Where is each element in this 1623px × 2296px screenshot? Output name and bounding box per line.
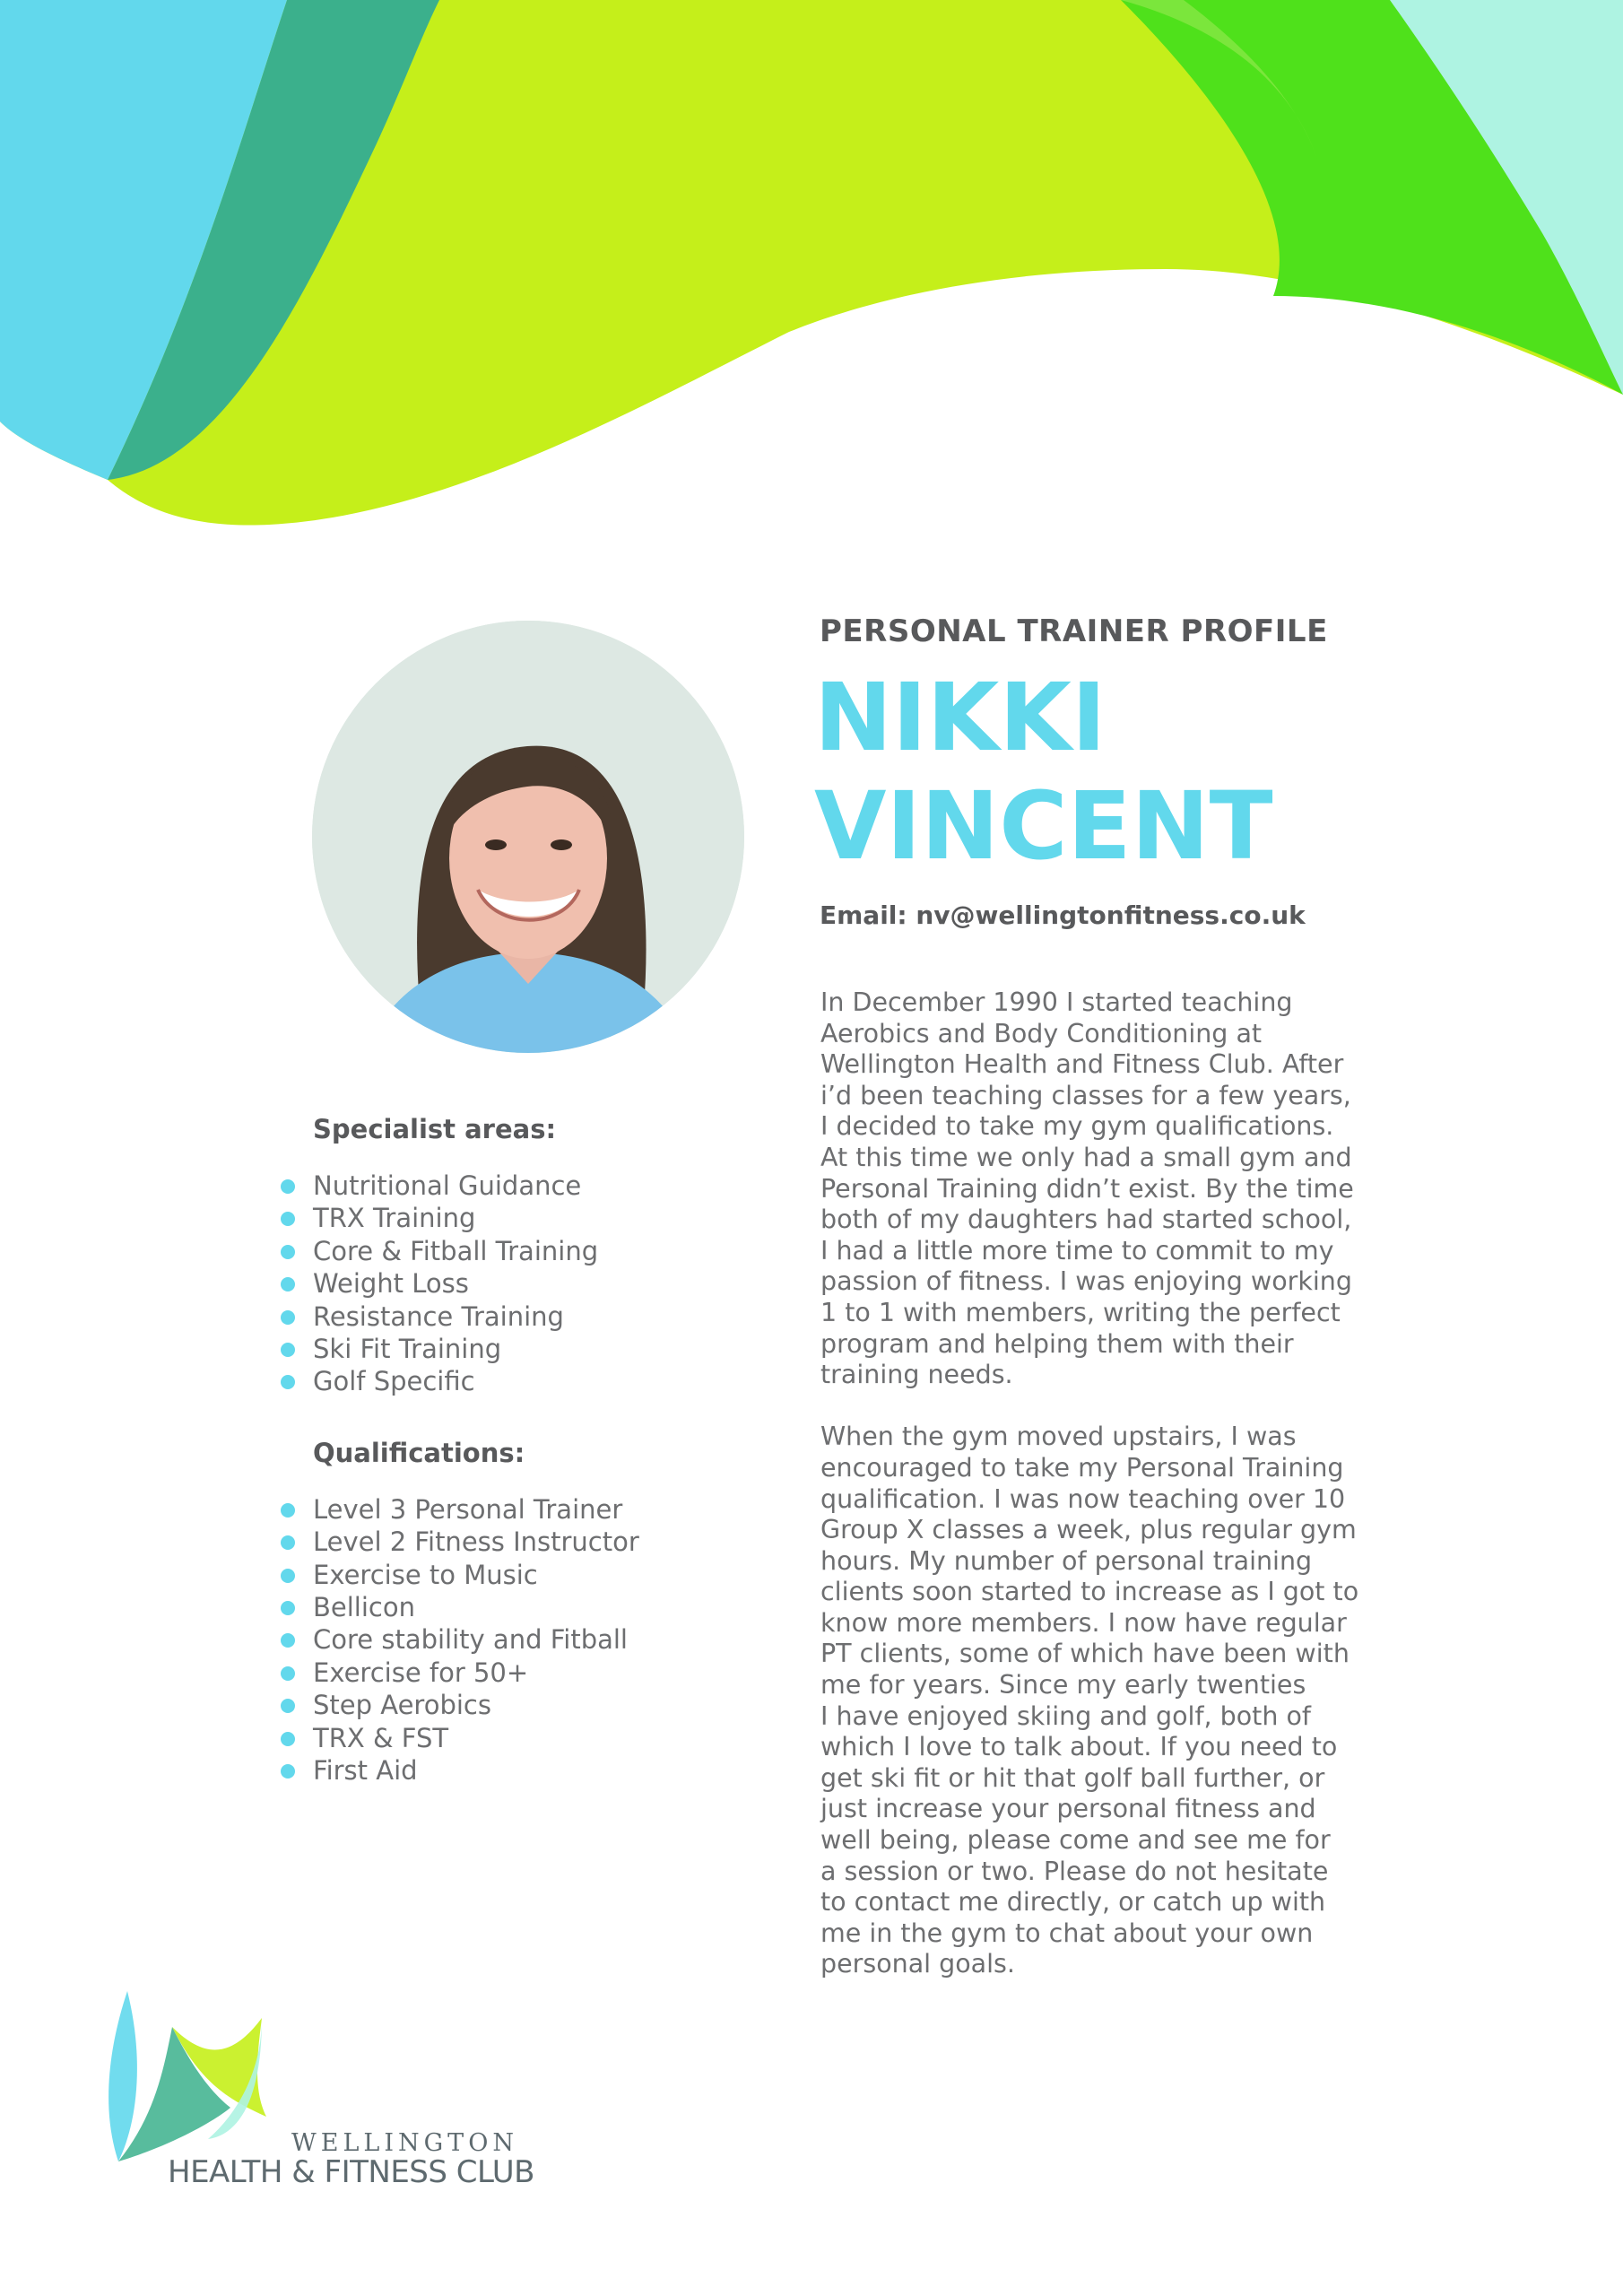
- bio-line: encouraged to take my Personal Training: [820, 1452, 1344, 1483]
- trainer-email[interactable]: Email: nv@wellingtonfitness.co.uk: [820, 900, 1306, 930]
- list-item: Level 3 Personal Trainer: [269, 1493, 735, 1526]
- bio-line: PT clients, some of which have been with: [820, 1639, 1350, 1669]
- trainer-details: [269, 1109, 735, 1787]
- bio-line: At this time we only had a small gym and: [820, 1142, 1352, 1172]
- trainer-last-name: VINCENT: [814, 771, 1273, 881]
- bio-line: personal goals.: [820, 1949, 1015, 1979]
- bio-line: hours. My number of personal training: [820, 1545, 1313, 1576]
- bio-line: passion of fitness. I was enjoying working: [820, 1266, 1352, 1297]
- list-item: Exercise to Music: [269, 1559, 735, 1591]
- list-item: Core stability and Fitball: [269, 1623, 735, 1656]
- bio-line: program and helping them with their: [820, 1328, 1294, 1359]
- bio-line: Wellington Health and Fitness Club. After: [820, 1049, 1344, 1080]
- page-kicker: PERSONAL TRAINER PROFILE: [820, 613, 1328, 649]
- list-item: Bellicon: [269, 1591, 735, 1623]
- bio-paragraph-2: [820, 1422, 1358, 1980]
- bio-line: qualification. I was now teaching over 10: [820, 1483, 1346, 1514]
- club-logo-text-bottom: HEALTH & FITNESS CLUB: [168, 2154, 534, 2190]
- bio-line: clients soon started to increase as I got to: [820, 1577, 1359, 1607]
- list-item: Exercise for 50+: [269, 1657, 735, 1689]
- bio-line: both of my daughters had started school,: [820, 1205, 1352, 1235]
- header-wave-graphic: [0, 0, 1623, 538]
- bio-line: I decided to take my gym qualifications.: [820, 1111, 1334, 1142]
- bio-line: which I love to talk about. If you need to: [820, 1732, 1338, 1762]
- trainer-bio: [820, 987, 1358, 1980]
- list-item: Core & Fitball Training: [269, 1235, 735, 1267]
- club-logo-text-top: WELLINGTON: [291, 2129, 518, 2157]
- list-item: Ski Fit Training: [269, 1333, 735, 1365]
- list-item: Nutritional Guidance: [269, 1170, 735, 1202]
- specialist-areas-list: [269, 1170, 735, 1398]
- bio-line: When the gym moved upstairs, I was: [820, 1422, 1297, 1452]
- bio-line: Group X classes a week, plus regular gym: [820, 1515, 1357, 1545]
- list-item: Level 2 Fitness Instructor: [269, 1526, 735, 1558]
- list-item: Weight Loss: [269, 1267, 735, 1300]
- bio-line: Aerobics and Body Conditioning at: [820, 1018, 1263, 1048]
- bio-line: me in the gym to chat about your own: [820, 1918, 1314, 1948]
- bio-line: to contact me directly, or catch up with: [820, 1887, 1326, 1918]
- list-item: Golf Specific: [269, 1365, 735, 1397]
- bio-paragraph-1: [820, 987, 1358, 1391]
- bio-line: I had a little more time to commit to my: [820, 1235, 1334, 1265]
- list-item: Step Aerobics: [269, 1689, 735, 1721]
- list-item: First Aid: [269, 1754, 735, 1787]
- qualifications-list: [269, 1493, 735, 1787]
- club-logo: [100, 1991, 534, 2197]
- trainer-first-name: NIKKI: [814, 663, 1107, 772]
- bio-line: me for years. Since my early twenties: [820, 1670, 1306, 1700]
- bio-line: 1 to 1 with members, writing the perfect: [820, 1297, 1341, 1327]
- bio-line: a session or two. Please do not hesitate: [820, 1856, 1329, 1886]
- specialist-areas-heading: Specialist areas:: [313, 1114, 557, 1144]
- list-item: TRX Training: [269, 1202, 735, 1234]
- profile-photo: [312, 621, 744, 1053]
- trainer-name: [814, 664, 1273, 881]
- bio-line: Personal Training didn’t exist. By the time: [820, 1173, 1354, 1204]
- qualifications-heading: Qualifications:: [313, 1437, 525, 1468]
- bio-line: i’d been teaching classes for a few years,: [820, 1080, 1351, 1110]
- list-item: TRX & FST: [269, 1722, 735, 1754]
- list-item: Resistance Training: [269, 1300, 735, 1333]
- bio-line: I have enjoyed skiing and golf, both of: [820, 1700, 1311, 1731]
- bio-line: just increase your personal fitness and: [820, 1794, 1316, 1824]
- bio-line: In December 1990 I started teaching: [820, 987, 1293, 1017]
- bio-line: know more members. I now have regular: [820, 1607, 1347, 1638]
- bio-line: training needs.: [820, 1360, 1013, 1390]
- bio-line: get ski fit or hit that golf ball further, or: [820, 1762, 1325, 1793]
- bio-line: well being, please come and see me for: [820, 1825, 1331, 1856]
- club-logo-mark-icon: [100, 1991, 280, 2179]
